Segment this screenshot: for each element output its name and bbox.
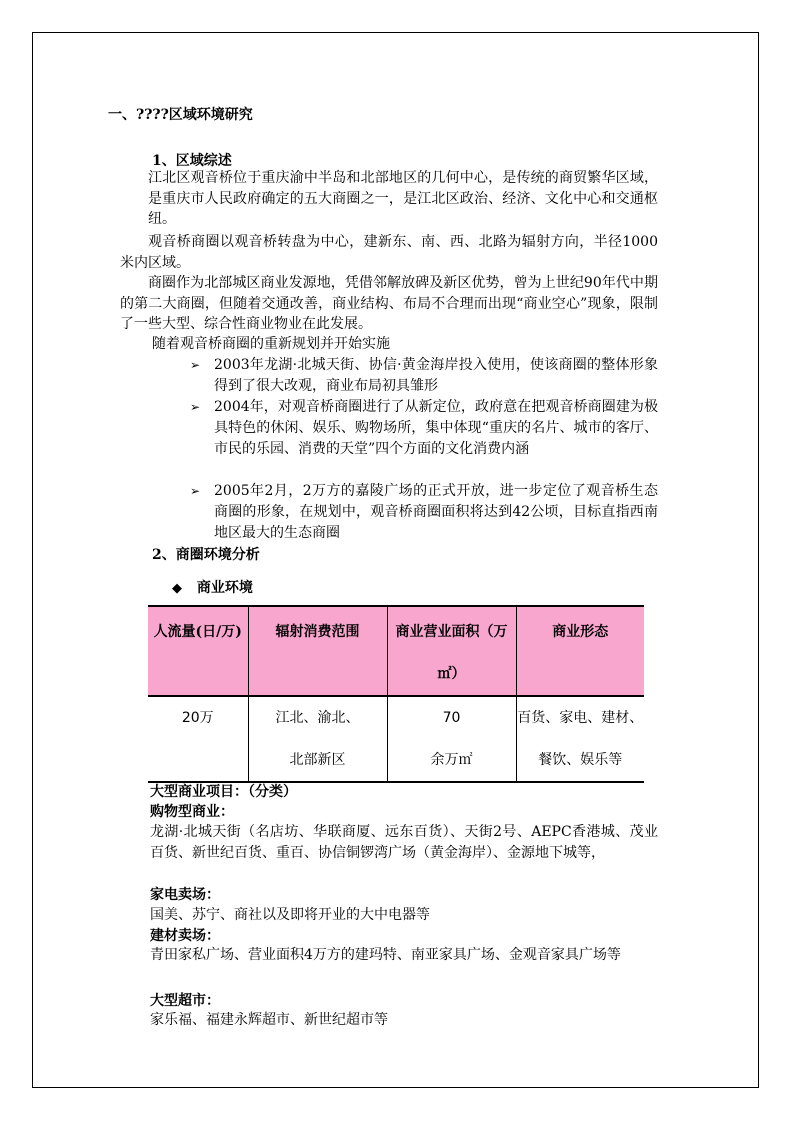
- section1-paragraph-2: 观音桥商圈以观音桥转盘为中心，建新东、南、西、北路为辐射方向，半径1000米内区域。: [120, 234, 658, 271]
- cell-radiation-range-line1: 江北、渝北、: [275, 710, 360, 726]
- business-environment-table: [148, 605, 644, 783]
- cell-business-area-line2: 余万㎡: [430, 752, 473, 768]
- cell-business-area: [387, 696, 516, 782]
- table-header-row: [148, 606, 644, 696]
- arrow-bullet-icon: ➢: [190, 484, 201, 498]
- cell-radiation-range: [248, 696, 387, 782]
- section1-paragraph-3: 商圈作为北部城区商业发源地，凭借邻解放碑及新区优势，曾为上世纪90年代中期的第二大商圈，但随着交通改善，商业结构、布局不合理而出现“商业空心”现象，限制了一些大型、综合性商业物业在此发展。: [120, 275, 658, 332]
- cell-business-format-line2: 餐饮、娱乐等: [538, 752, 623, 768]
- shopping-category-text: 龙湖·北城天街（名店坊、华联商厦、远东百货）、天街2号、AEPC香港城、茂业百货、新世纪百货、重百、协信铜锣湾广场（黄金海岸）、金源地下城等，: [150, 824, 658, 861]
- supermarket-category-title: 大型超市：: [150, 993, 220, 1009]
- section1-paragraph-4: 随着观音桥商圈的重新规划并开始实施: [152, 336, 390, 352]
- bullet-text: 2005年2月，2万方的嘉陵广场的正式开放，进一步定位了观音桥生态商圈的形象，在规划中，观音桥商圈面积将达到42公顷，目标直指西南地区最大的生态商圈: [214, 483, 658, 541]
- cell-business-area-line1: 70: [442, 710, 461, 726]
- cell-business-format-line1: 百货、家电、建材、: [517, 710, 644, 726]
- section2-title: 2、商圈环境分析: [152, 547, 260, 563]
- arrow-bullet-icon: ➢: [190, 400, 201, 414]
- header-foot-traffic: 人流量(日/万): [148, 606, 248, 696]
- bullet-text: 2004年，对观音桥商圈进行了从新定位，政府意在把观音桥商圈建为极具特色的休闲、娱乐、购物场所，集中体现“重庆的名片、城市的客厅、市民的乐园、消费的天堂”四个方面的文化消费内涵: [214, 399, 658, 457]
- header-business-area: [387, 606, 516, 696]
- header-radiation-range: 辐射消费范围: [248, 606, 387, 696]
- cell-foot-traffic: 20万: [148, 696, 248, 782]
- business-environment-heading: [172, 577, 253, 597]
- diamond-bullet-icon: ◆: [172, 581, 182, 596]
- header-business-area-line2: ㎡）: [437, 666, 466, 682]
- header-business-area-line1: 商业营业面积（万: [395, 624, 508, 640]
- appliance-category-text: 国美、苏宁、商社以及即将开业的大中电器等: [150, 907, 430, 923]
- appliance-category-title: 家电卖场：: [150, 887, 220, 903]
- cell-radiation-range-line2: 北部新区: [289, 752, 346, 768]
- cell-business-format: [516, 696, 644, 782]
- section1-title: 1、区域综述: [152, 153, 232, 169]
- building-category-text: 青田家私广场、营业面积4万方的建玛特、南亚家具广场、金观音家具广场等: [150, 947, 621, 963]
- business-environment-label: 商业环境: [196, 580, 253, 596]
- supermarket-category-text: 家乐福、福建永辉超市、新世纪超市等: [150, 1012, 388, 1028]
- section1-paragraph-1: 江北区观音桥位于重庆渝中半岛和北部地区的几何中心，是传统的商贸繁华区域，是重庆市人民政府确定的五大商圈之一，是江北区政治、经济、文化中心和交通枢纽。: [148, 170, 658, 227]
- building-category-title: 建材卖场：: [150, 928, 220, 944]
- table-row: [148, 696, 644, 782]
- bullet-text: 2003年龙湖·北城天街、协信·黄金海岸投入使用，使该商圈的整体形象得到了很大改观，商业布局初具雏形: [214, 357, 658, 394]
- header-business-format: 商业形态: [516, 606, 644, 696]
- shopping-category-title: 购物型商业：: [150, 804, 234, 820]
- page-heading: 一、????区域环境研究: [108, 107, 253, 123]
- arrow-bullet-icon: ➢: [190, 358, 201, 372]
- projects-title: 大型商业项目：（分类）: [150, 784, 297, 800]
